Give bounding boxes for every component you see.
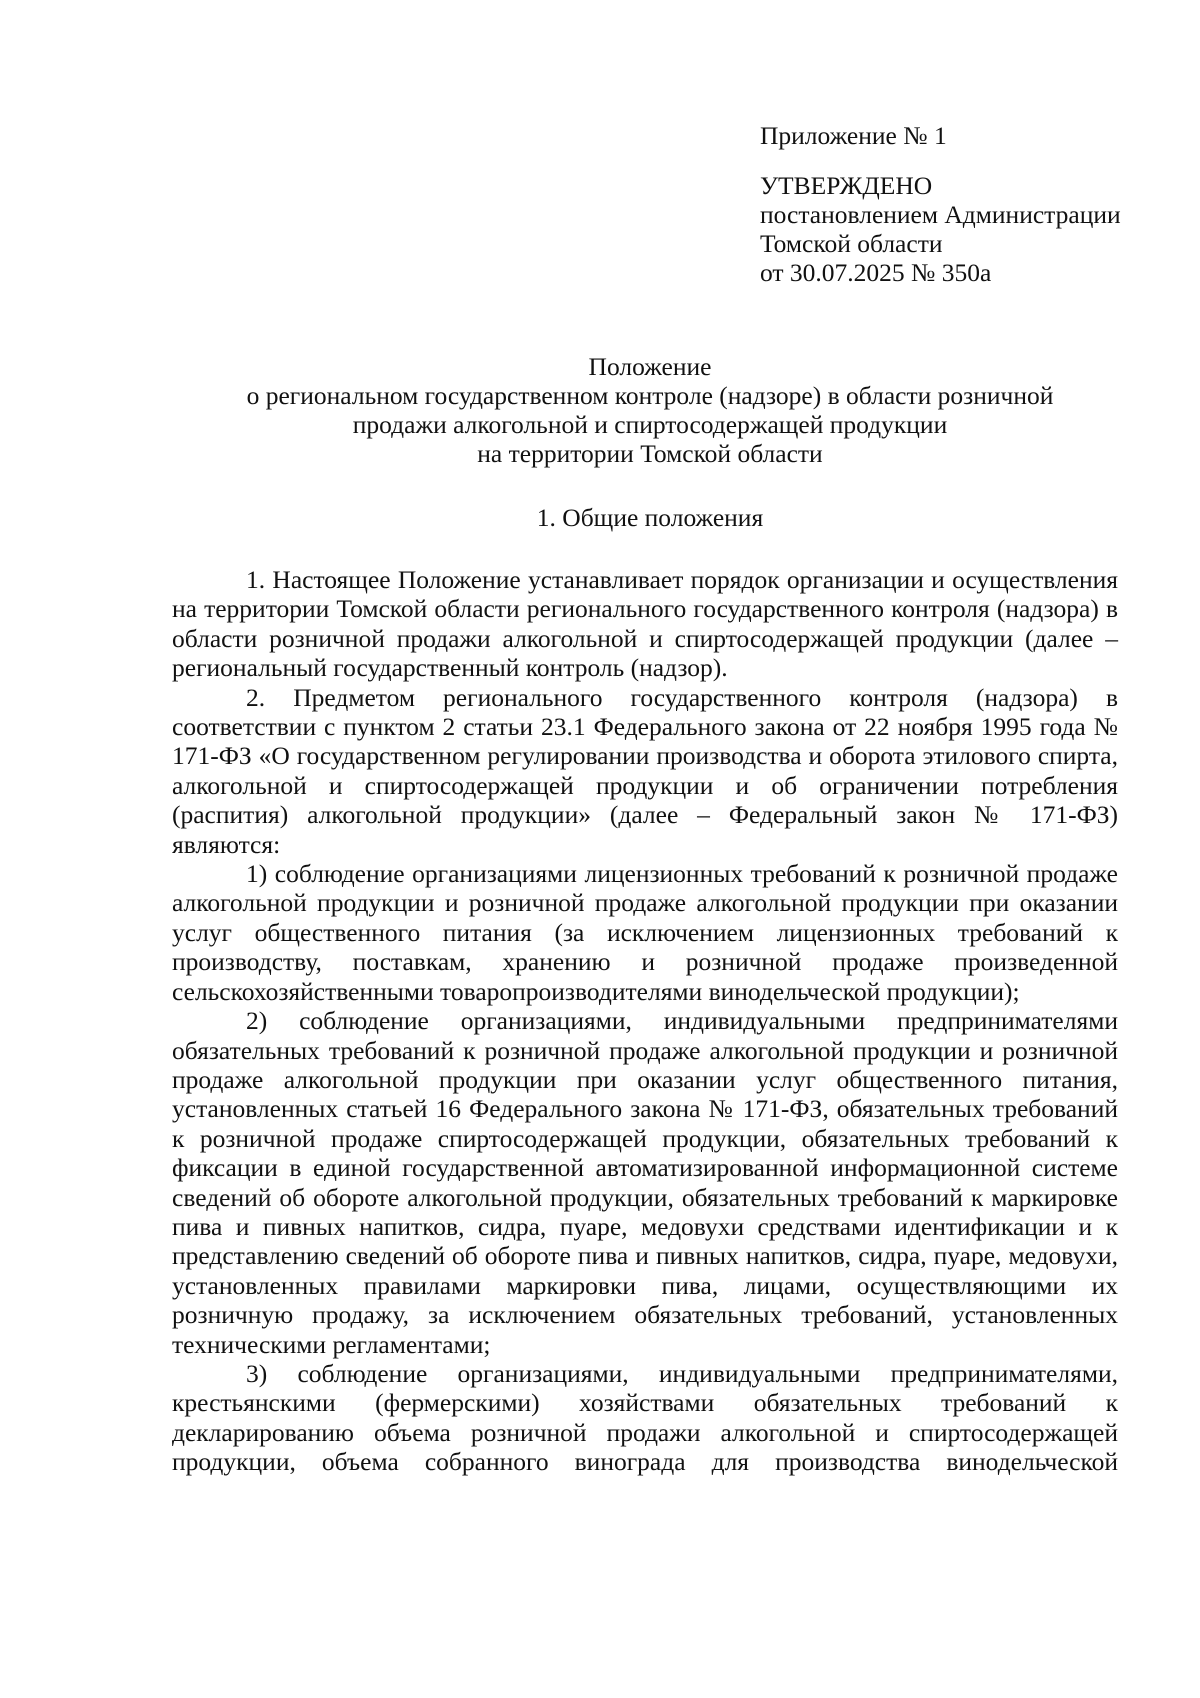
document-title (170, 352, 1130, 468)
title-line-1: Положение (588, 352, 712, 381)
approved-by-line: постановлением Администрации (760, 200, 1121, 229)
title-line-3: продажи алкогольной и спиртосодержащей продукции (352, 410, 948, 439)
approval-stamp-block (760, 121, 1160, 287)
paragraph: 3) соблюдение организациями, индивидуальными предпринимателями, крестьянскими (фермерскими) хозяйствами обязательных требований к декларированию объема розничной продажи алкогольной и спиртосодержащей продукции, объема собранного винограда для производства винодельческой (172, 1358, 1118, 1477)
paragraph: 2) соблюдение организациями, индивидуальными предпринимателями обязательных требований к розничной продаже алкогольной продукции и розничной продаже алкогольной продукции при оказании услуг общественного питания, установленных статьей 16 Федерального закона № 171-ФЗ, обязательных требований к розничной продаже спиртосодержащей продукции, обязательных требований к фиксации в единой государственной автоматизированной информационной системе сведений об обороте алкогольной продукции, обязательных требований к маркировке пива и пивных напитков, сидра, пуаре, медовухи средствами идентификации и к представлению сведений об обороте пива и пивных напитков, сидра, пуаре, медовухи, установленных правилами маркировки пива, лицами, осуществляющими их розничную продажу, за исключением обязательных требований, установленных техническими регламентами; (172, 1006, 1118, 1359)
title-line-2: о региональном государственном контроле (надзоре) в области розничной (246, 381, 1054, 410)
section-heading: 1. Общие положения (536, 503, 764, 532)
approved-region-line: Томской области (760, 229, 943, 258)
approved-date-line: от 30.07.2025 № 350а (760, 258, 992, 287)
appendix-label: Приложение № 1 (760, 121, 947, 150)
title-line-4: на территории Томской области (477, 439, 823, 468)
approved-label: УТВЕРЖДЕНО (760, 171, 933, 200)
paragraph: 1) соблюдение организациями лицензионных требований к розничной продаже алкогольной продукции и розничной продаже алкогольной продукции при оказании услуг общественного питания (за исключением лицензионных требований к производству, поставкам, хранению и розничной продаже произведенной сельскохозяйственными товаропроизводителями винодельческой продукции); (172, 859, 1118, 1006)
document-body (172, 565, 1118, 1477)
paragraph: 1. Настоящее Положение устанавливает порядок организации и осуществления на территории Томской области регионального государственного контроля (надзора) в области розничной продажи алкогольной и спиртосодержащей продукции (далее – региональный государственный контроль (надзор). (172, 565, 1118, 683)
paragraph: 2. Предметом регионального государственного контроля (надзора) в соответствии с пунктом 2 статьи 23.1 Федерального закона от 22 ноября 1995 года № 171-ФЗ «О государственном регулировании производства и оборота этилового спирта, алкогольной и спиртосодержащей продукции и об ограничении потребления (распития) алкогольной продукции» (далее – Федеральный закон № 171-ФЗ) являются: (172, 682, 1118, 859)
